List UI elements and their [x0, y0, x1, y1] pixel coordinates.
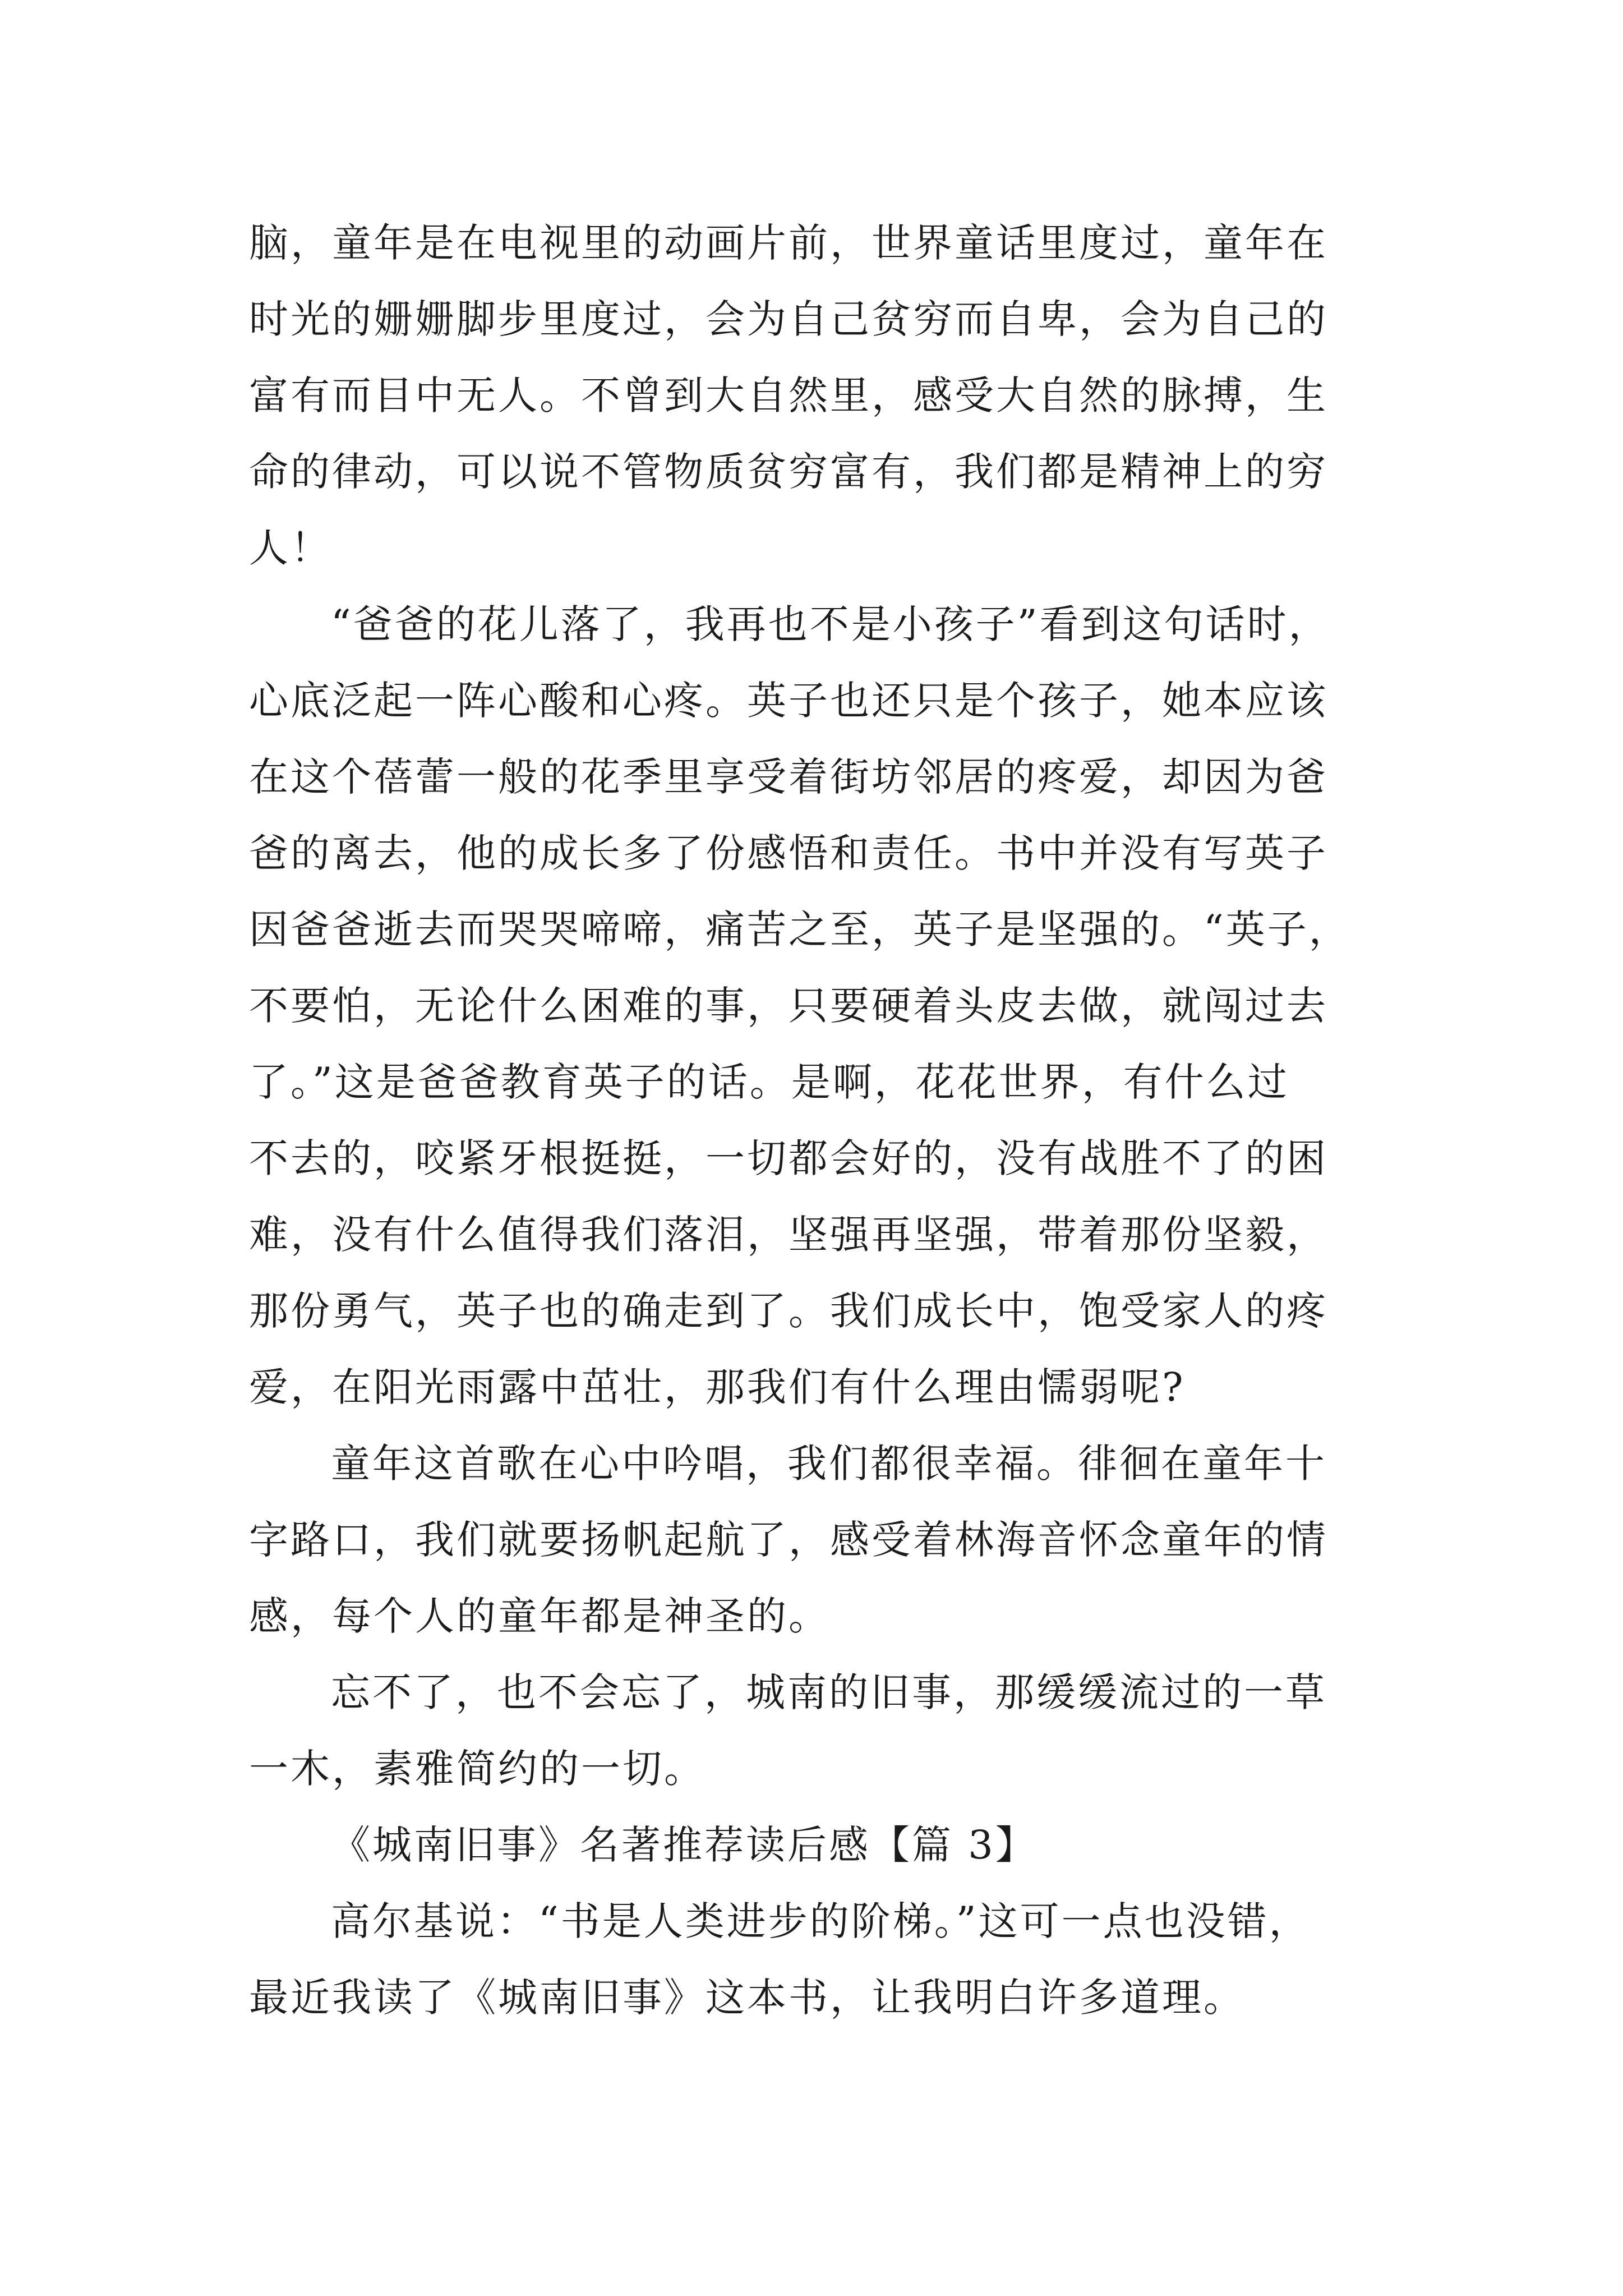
paragraph-start-line: “爸爸的花儿落了，我再也不是小孩子”看到这句话时， — [331, 601, 1330, 647]
section-heading: 《城南旧事》名著推荐读后感【篇 3】 — [331, 1822, 1037, 1868]
text-line: 富有而目中无人。不曾到大自然里，感受大自然的脉搏，生 — [249, 372, 1328, 418]
text-line: 一木，素雅简约的一切。 — [249, 1746, 706, 1792]
text-line: 了。”这是爸爸教育英子的话。是啊，花花世界，有什么过 — [249, 1059, 1289, 1105]
text-line: 不去的，咬紧牙根挺挺，一切都会好的，没有战胜不了的困 — [249, 1135, 1328, 1181]
text-line: 那份勇气，英子也的确走到了。我们成长中，饱受家人的疼 — [249, 1288, 1328, 1334]
paragraph-start-line: 童年这首歌在心中吟唱，我们都很幸福。徘徊在童年十 — [331, 1441, 1327, 1487]
text-line: 脑，童年是在电视里的动画片前，世界童话里度过，童年在 — [249, 220, 1328, 266]
text-line: 难，没有什么值得我们落泪，坚强再坚强，带着那份坚毅， — [249, 1212, 1328, 1258]
paragraph-start-line: 高尔基说：“书是人类进步的阶梯。”这可一点也没错， — [331, 1898, 1311, 1944]
text-line: 因爸爸逝去而哭哭啼啼，痛苦之至，英子是坚强的。“英子， — [249, 907, 1350, 953]
text-line: 爱，在阳光雨露中茁壮，那我们有什么理由懦弱呢? — [249, 1364, 1186, 1410]
text-line: 命的律动，可以说不管物质贫穷富有，我们都是精神上的穷 — [249, 449, 1328, 495]
text-line: 人！ — [249, 525, 332, 571]
document-body — [249, 205, 1393, 2036]
paragraph-start-line: 忘不了，也不会忘了，城南的旧事，那缓缓流过的一草 — [331, 1669, 1327, 1715]
text-line: 在这个蓓蕾一般的花季里享受着街坊邻居的疼爱，却因为爸 — [249, 754, 1328, 800]
text-line: 爸的离去，他的成长多了份感悟和责任。书中并没有写英子 — [249, 830, 1328, 876]
text-line: 心底泛起一阵心酸和心疼。英子也还只是个孩子，她本应该 — [249, 678, 1328, 724]
text-line: 最近我读了《城南旧事》这本书，让我明白许多道理。 — [249, 1975, 1245, 2021]
text-line: 字路口，我们就要扬帆起航了，感受着林海音怀念童年的情 — [249, 1517, 1328, 1563]
text-line: 不要怕，无论什么困难的事，只要硬着头皮去做，就闯过去 — [249, 983, 1328, 1029]
text-line: 感，每个人的童年都是神圣的。 — [249, 1593, 830, 1639]
text-line: 时光的姗姗脚步里度过，会为自己贫穷而自卑，会为自己的 — [249, 296, 1328, 342]
